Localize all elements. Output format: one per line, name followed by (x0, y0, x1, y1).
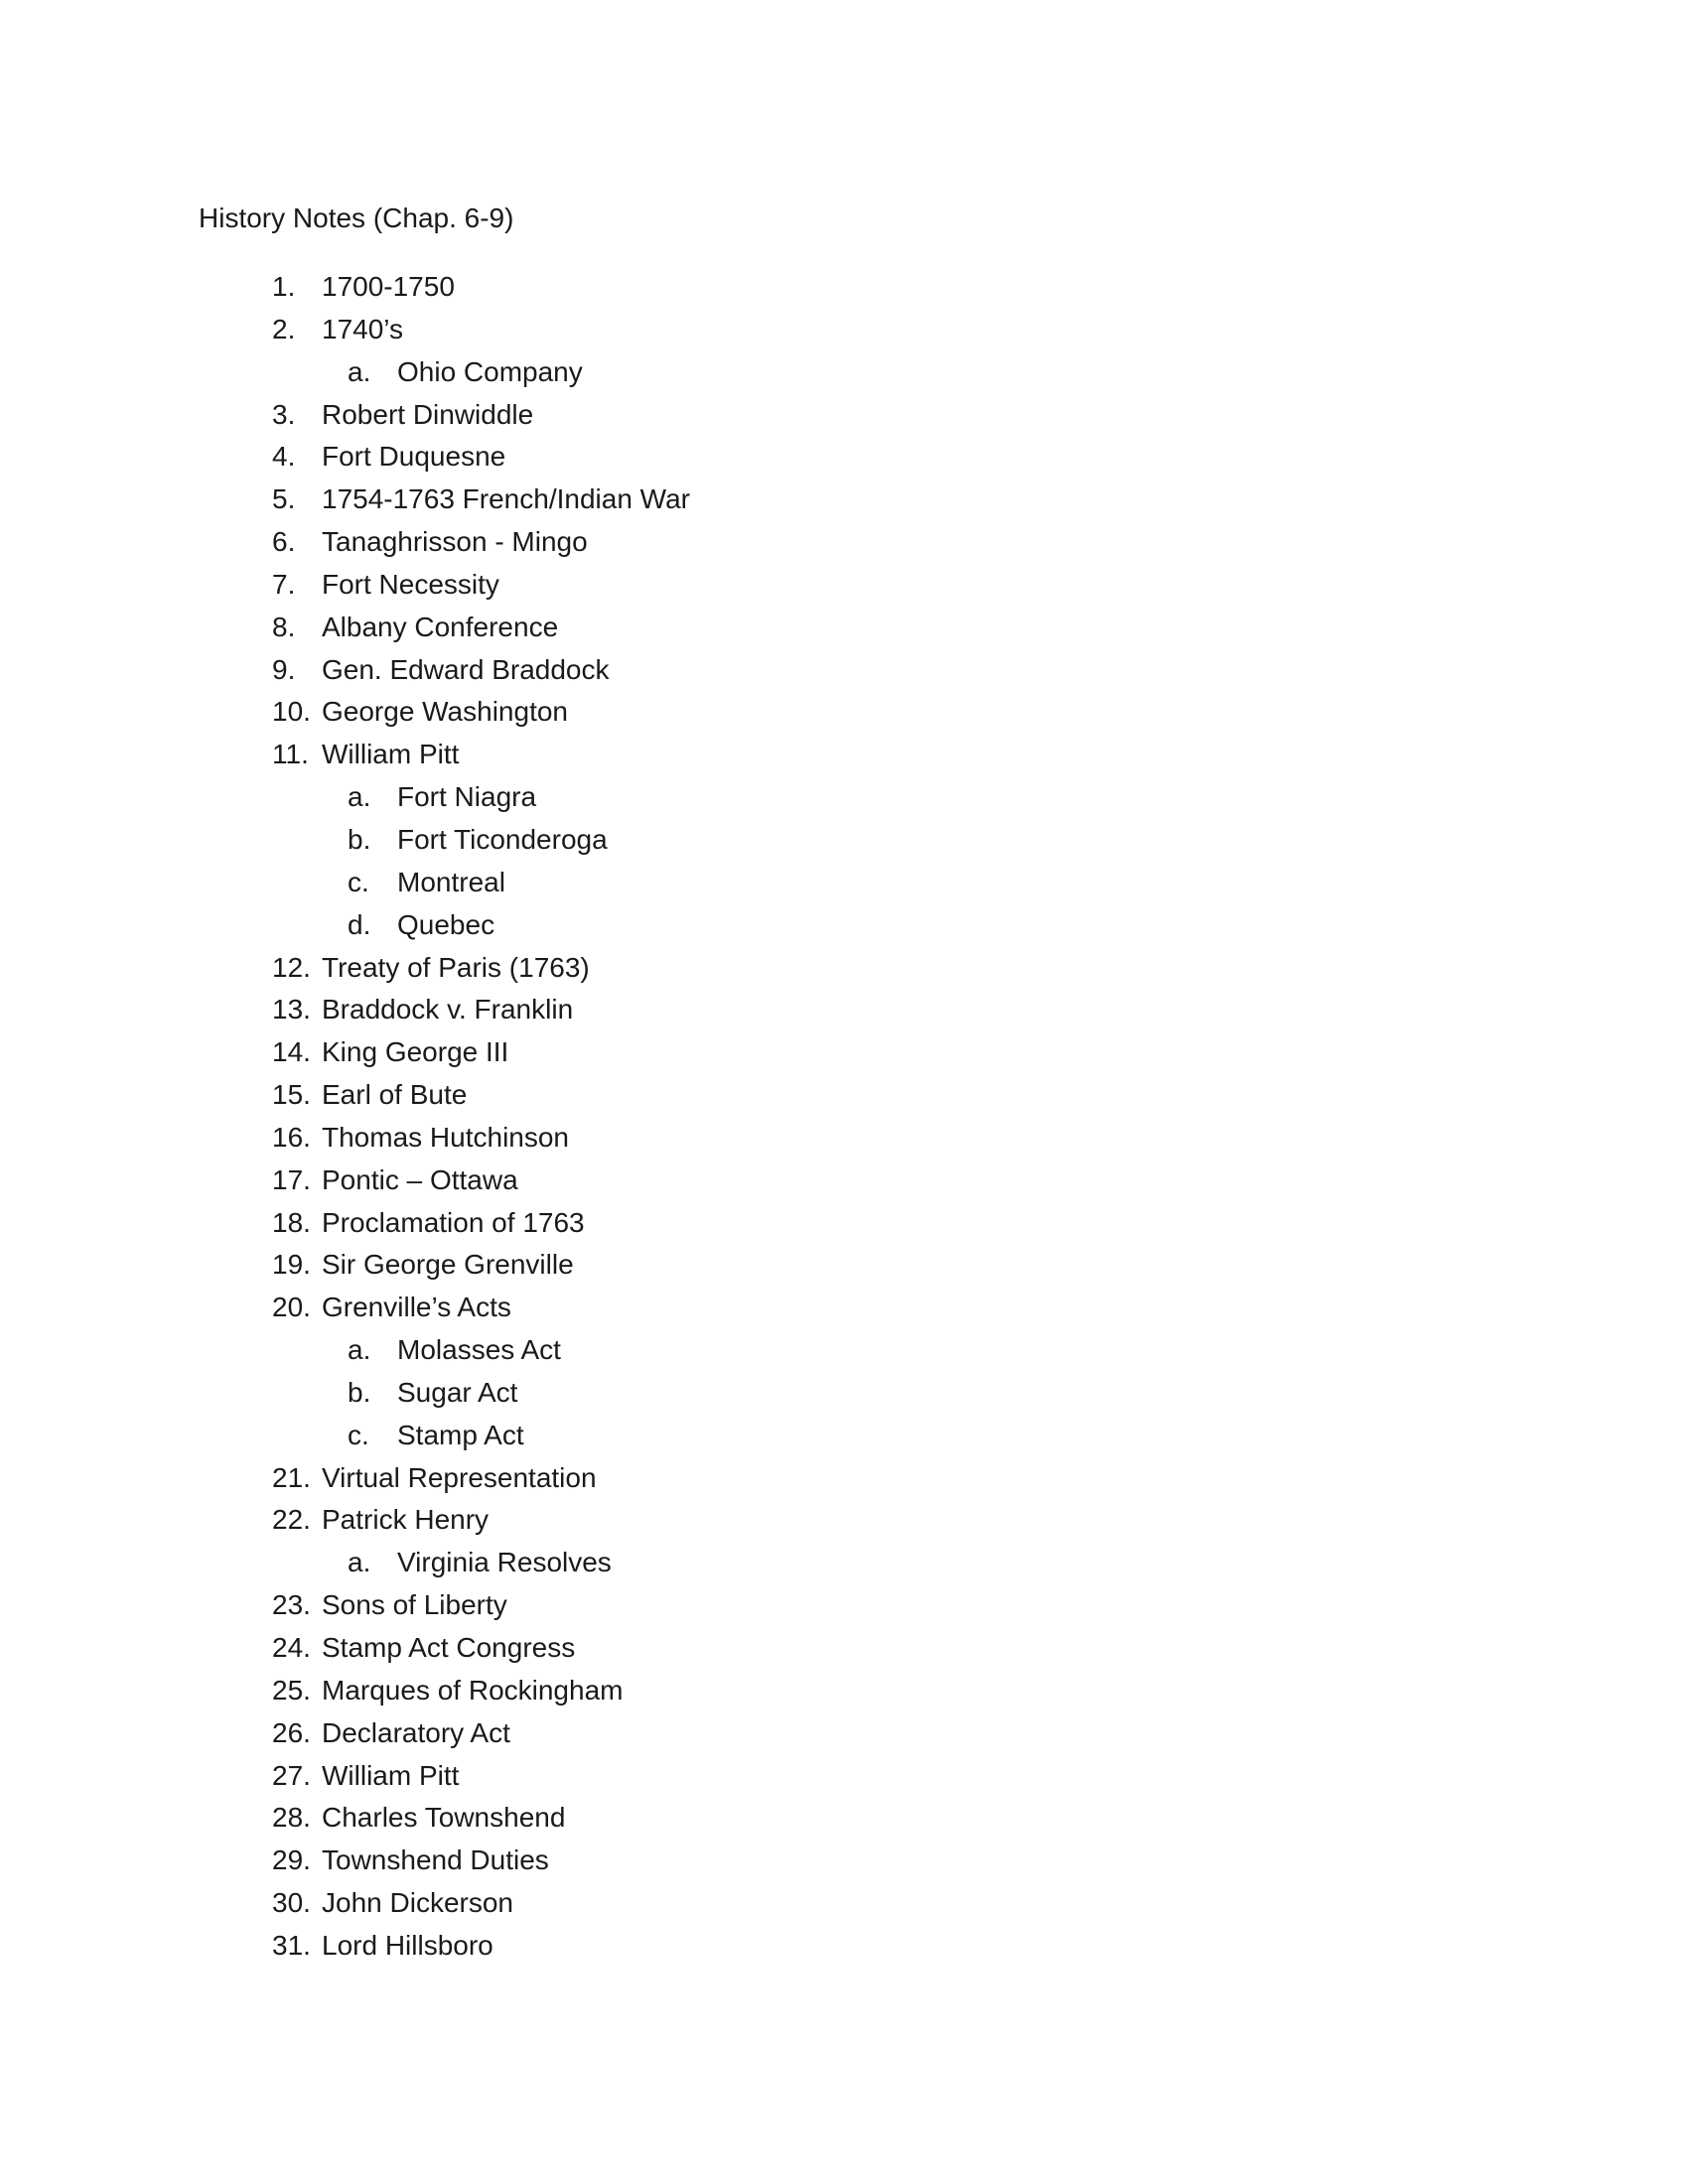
list-item-marker: 13. (272, 994, 311, 1025)
list-item-text: Fort Necessity (322, 568, 499, 600)
list-item-text: Montreal (397, 866, 505, 897)
list-item-text: Tanaghrisson - Mingo (322, 526, 588, 558)
list-item-text: George Washington (322, 696, 568, 728)
list-item (0, 1457, 1688, 1500)
list-item-marker: 30. (272, 1887, 311, 1919)
list-item-marker: 14. (272, 1036, 311, 1068)
list-item-text: Proclamation of 1763 (322, 1206, 585, 1238)
list-item (0, 1882, 1688, 1925)
list-item-marker: 18. (272, 1206, 311, 1238)
list-item-marker: a. (348, 355, 371, 387)
list-item-text: Lord Hillsboro (322, 1929, 493, 1961)
list-item (0, 1074, 1688, 1117)
list-item-marker: 3. (272, 398, 296, 430)
list-item (0, 607, 1688, 649)
list-item (0, 691, 1688, 734)
list-item-text: William Pitt (322, 739, 460, 770)
list-item-text: Stamp Act (397, 1419, 524, 1450)
list-item-marker: 5. (272, 483, 296, 515)
list-item-text: Thomas Hutchinson (322, 1121, 570, 1153)
list-item (0, 1499, 1688, 1542)
list-item-marker: 8. (272, 611, 296, 642)
list-item-marker: a. (348, 1334, 371, 1366)
list-item (0, 1627, 1688, 1670)
list-item-marker: 21. (272, 1461, 311, 1493)
list-item-marker: 22. (272, 1504, 311, 1536)
sub-list-item (0, 351, 1688, 394)
list-item (0, 1755, 1688, 1798)
list-item-text: 1754-1763 French/Indian War (322, 483, 690, 515)
list-item (0, 521, 1688, 564)
sub-list-item (0, 1372, 1688, 1415)
list-item-marker: a. (348, 1547, 371, 1578)
list-item-text: Gen. Edward Braddock (322, 653, 610, 685)
list-item (0, 1202, 1688, 1245)
list-item-marker: 2. (272, 313, 296, 344)
list-item-marker: 29. (272, 1844, 311, 1876)
list-item-marker: b. (348, 823, 371, 855)
list-item-text: Grenville’s Acts (322, 1292, 511, 1323)
list-item-marker: 10. (272, 696, 311, 728)
list-item-text: King George III (322, 1036, 509, 1068)
sub-list-item (0, 1329, 1688, 1372)
list-item-marker: b. (348, 1376, 371, 1408)
sub-list-item (0, 904, 1688, 947)
sub-list-item (0, 862, 1688, 904)
list-item-text: Quebec (397, 908, 495, 940)
list-item (0, 266, 1688, 309)
list-item-text: Virtual Representation (322, 1461, 597, 1493)
list-item-text: John Dickerson (322, 1887, 513, 1919)
list-item-text: Sir George Grenville (322, 1249, 574, 1281)
list-item-marker: 31. (272, 1929, 311, 1961)
list-item-marker: 17. (272, 1163, 311, 1195)
list-item (0, 1031, 1688, 1074)
outline-list (0, 266, 1688, 1968)
list-item-text: 1740’s (322, 313, 404, 344)
list-item-text: Townshend Duties (322, 1844, 549, 1876)
list-item (0, 1670, 1688, 1712)
list-item-marker: 12. (272, 951, 311, 983)
list-item (0, 734, 1688, 776)
list-item (0, 1797, 1688, 1840)
list-item-marker: c. (348, 866, 369, 897)
document-title: History Notes (Chap. 6-9) (199, 203, 514, 233)
list-item-text: Marques of Rockingham (322, 1674, 624, 1706)
list-item-marker: 7. (272, 568, 296, 600)
list-item-text: Declaratory Act (322, 1716, 510, 1748)
list-item-marker: 23. (272, 1589, 311, 1621)
list-item-marker: 1. (272, 271, 296, 302)
list-item-marker: 15. (272, 1079, 311, 1111)
list-item-text: Treaty of Paris (1763) (322, 951, 590, 983)
list-item-text: Ohio Company (397, 355, 583, 387)
list-item-marker: 20. (272, 1292, 311, 1323)
list-item-text: Robert Dinwiddle (322, 398, 534, 430)
list-item (0, 1584, 1688, 1627)
list-item-text: Earl of Bute (322, 1079, 468, 1111)
list-item-text: Fort Niagra (397, 781, 537, 813)
list-item-marker: a. (348, 781, 371, 813)
list-item (0, 436, 1688, 478)
list-item-marker: 19. (272, 1249, 311, 1281)
list-item-marker: 28. (272, 1802, 311, 1834)
list-item (0, 1712, 1688, 1755)
list-item (0, 649, 1688, 692)
list-item (0, 564, 1688, 607)
list-item (0, 989, 1688, 1031)
sub-list-item (0, 1542, 1688, 1584)
list-item-marker: 4. (272, 441, 296, 473)
list-item-marker: 11. (272, 739, 309, 770)
sub-list-item (0, 776, 1688, 819)
list-item-marker: 26. (272, 1716, 311, 1748)
sub-list-item (0, 1415, 1688, 1457)
list-item (0, 478, 1688, 521)
list-item-marker: 24. (272, 1632, 311, 1663)
list-item-marker: 9. (272, 653, 296, 685)
list-item-text: Stamp Act Congress (322, 1632, 576, 1663)
list-item (0, 1160, 1688, 1202)
list-item-text: Albany Conference (322, 611, 559, 642)
list-item-text: Sons of Liberty (322, 1589, 507, 1621)
list-item-text: Patrick Henry (322, 1504, 490, 1536)
list-item-text: 1700-1750 (322, 271, 455, 302)
list-item-marker: 6. (272, 526, 296, 558)
list-item-text: Virginia Resolves (397, 1547, 612, 1578)
list-item (0, 1840, 1688, 1882)
list-item (0, 1925, 1688, 1968)
list-item (0, 947, 1688, 990)
list-item-text: Molasses Act (397, 1334, 561, 1366)
list-item-text: Pontic – Ottawa (322, 1163, 518, 1195)
list-item (0, 1244, 1688, 1287)
list-item (0, 1117, 1688, 1160)
list-item-text: William Pitt (322, 1759, 460, 1791)
list-item-marker: d. (348, 908, 371, 940)
list-item-marker: 27. (272, 1759, 311, 1791)
sub-list-item (0, 819, 1688, 862)
list-item-marker: 16. (272, 1121, 311, 1153)
list-item-text: Fort Ticonderoga (397, 823, 608, 855)
list-item-text: Braddock v. Franklin (322, 994, 574, 1025)
list-item (0, 394, 1688, 437)
list-item-text: Charles Townshend (322, 1802, 566, 1834)
list-item-text: Sugar Act (397, 1376, 518, 1408)
list-item-text: Fort Duquesne (322, 441, 506, 473)
list-item (0, 309, 1688, 351)
list-item-marker: 25. (272, 1674, 311, 1706)
list-item (0, 1287, 1688, 1329)
list-item-marker: c. (348, 1419, 369, 1450)
